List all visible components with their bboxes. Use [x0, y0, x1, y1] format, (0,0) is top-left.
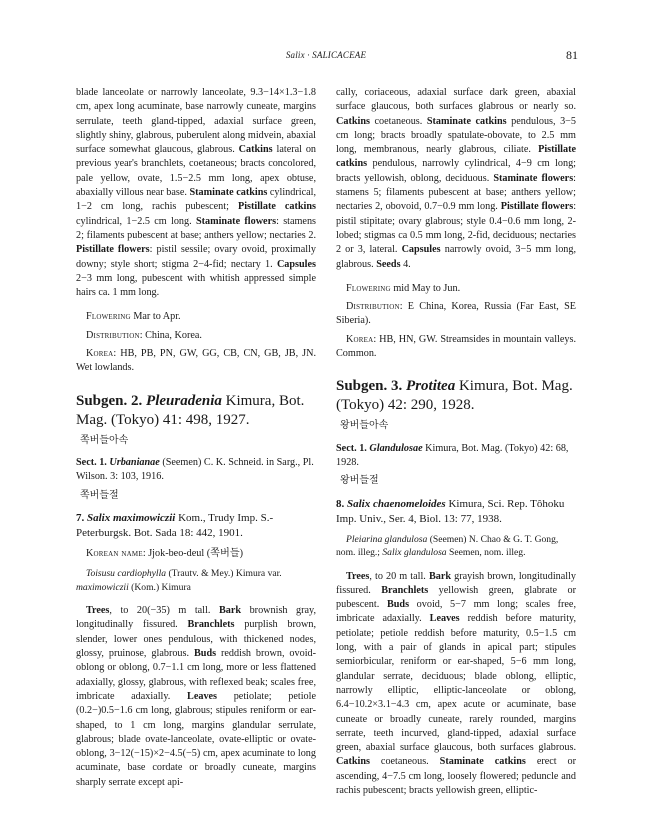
- right-column: [336, 86, 576, 802]
- flowering-line: Flowering Mar to Apr.: [86, 311, 181, 323]
- distribution-line: Distribution: E China, Korea, Russia (Far East, SE Siberia).: [336, 301, 576, 327]
- section-korean-name: 왕버들절: [340, 475, 379, 487]
- term-catkins: Catkins: [238, 144, 273, 156]
- text: cylindrical, 1−2.5 cm long.: [76, 215, 192, 227]
- text: 2−3 mm long, pubescent with whitish appressed simple hairs ca. 1 mm long.: [76, 272, 316, 299]
- subgenus-heading: Subgen. 3. Protitea Kimura, Bot. Mag. (Tokyo) 42: 290, 1928.: [336, 378, 573, 414]
- korea-line: Korea: HB, HN, GW. Streamsides in mountain valleys. Common.: [336, 333, 576, 360]
- page-number: 81: [566, 48, 578, 62]
- section-korean-name: 쪽버들절: [80, 489, 119, 501]
- text: : stamens 2; filaments pubescent at base; anthers yellow; nectaries 2.: [76, 215, 317, 241]
- section-heading: Sect. 1. Glandulosae Kimura, Bot. Mag. (Tokyo) 42: 68, 1928.: [336, 442, 569, 468]
- species-heading: 7. Salix maximowiczii Kom., Trudy Imp. S.-Peterburgsk. Bot. Sada 18: 442, 1901.: [76, 511, 274, 539]
- term-staminate-catkins: Staminate catkins: [189, 187, 268, 199]
- species-description: Trees, to 20 m tall. Bark grayish brown, longitudinally fissured. Branchlets yellowish green, glabrate or pubescent. Buds ovoid, 5−7 mm long; scales free, imbricate adaxially. Leaves reddish before maturity, petiolate; petiole reddish before maturity, 0.5−1.5 cm long, with a pair of glands in apical part; stipules semiorbicular, reniform or ear-shaped, 5−6 mm long, glandular serrate, deciduous; blade oblong, elliptic, narrowly elliptic, elliptic-lanceolate or oblong, 6.4−10.2×3.1−4.3 cm, apex acute or acuminate, base cuneate or broadly cuneate, rarely rounded, margins serrate, teeth incurved, gland-tipped, adaxial surface green, abaxial surface glaucous, both surfaces glabrous. Catkins coetaneous. Staminate catkins erect or ascending, 4−7.5 cm long, loosely flowered; peduncle and rachis pubescent; bracts yellowish green, elliptic-: [336, 570, 577, 796]
- subgenus-korean-name: 왕버들아속: [340, 420, 389, 432]
- term-staminate-flowers: Staminate flowers: [195, 215, 277, 227]
- description-continued: cally, coriaceous, adaxial surface dark green, abaxial surface glaucous, both surfaces glabrous or nearly so. Catkins coetaneous. Staminate catkins pendulous, 3−5 cm long; bracts broadly spatulate-obovate, to 2.5 mm long, membranous, nearly glabrous, ciliate. Pistillate catkins pendulous, narrowly cylindrical, 4−9 cm long; bracts yellowish, oblong, deciduous. Staminate flowers: stamens 5; filaments pubescent at base; anthers yellow; nectaries 2, obovoid, 0.7−0.9 mm long. Pistillate flowers: pistil stipitate; ovary glabrous; style 0.4−0.6 mm long, 2-lobed; stigmas ca 0.5 mm long, 2-fid, deciduous; nectaries 2 or 3, lateral. Capsules narrowly ovoid, 3−5 mm long, glabrous. Seeds 4.: [336, 87, 577, 270]
- text: lateral on previous year's branchlets, coetaneous; bracts concolored, pale yellow, ovate, 1.5−2.5 mm long, apex obtuse, abaxially villous near base.: [76, 144, 317, 199]
- species-heading: 8. Salix chaenomeloides Kimura, Sci. Rep. Tôhoku Imp. Univ., Ser. 4, Biol. 13: 77, 1938.: [336, 497, 565, 525]
- synonym-line: Toisusu cardiophylla (Trautv. & Mey.) Kimura var. maximowiczii (Kom.) Kimura: [76, 568, 282, 593]
- text: cylindrical, 1−2 cm long, rachis pubescent;: [76, 187, 317, 213]
- section-heading: Sect. 1. Urbanianae (Seemen) C. K. Schneid. in Sarg., Pl. Wilson. 3: 103, 1916.: [76, 456, 314, 483]
- species-description: Trees, to 20(−35) m tall. Bark brownish gray, longitudinally fissured. Branchlets purplish brown, slender, lower ones pendulous, with thickened nodes, glossy, pruinose, glabrous. Buds reddish brown, ovoid-oblong or oblong, 0.7−1.1 cm long, more or less flattened adaxially, glossy, glabrous, with reflexed beak; scales free, imbricate adaxially. Leaves petiolate; petiole (0.2−)0.5−1.6 cm long, glabrous; stipules reniform or ear-shaped, to 1 cm long, margins glandular serrulate, glabrous; blade ovate-lanceolate, ovate-elliptic or ovate-oblong, 3−12(−15)×2−4.5(−5) cm, apex acuminate to long acuminate, base cordate or broadly cuneate, margins sharply serrate except api-: [76, 605, 317, 788]
- subgenus-heading: Subgen. 2. Pleuradenia Kimura, Bot. Mag. (Tokyo) 41: 498, 1927.: [76, 392, 305, 428]
- text: blade lanceolate or narrowly lanceolate, 9.3−14×1.3−1.8 cm, apex long acuminate, base narrowly cuneate, margins serrulate, teeth gland-tipped, adaxial surface green, slightly shiny, glabrous, puberulent along midvein, abaxial surface somewhat glaucous, glabrous.: [76, 87, 316, 156]
- left-column: [76, 86, 316, 794]
- text: : pistil sessile; ovary ovoid, proximally downy; style short; stigma 2−4-fid; nectary 1.: [76, 244, 317, 270]
- running-title: Salix · SALICACEAE: [285, 50, 367, 60]
- distribution-line: Distribution: China, Korea.: [86, 329, 202, 341]
- flowering-line: Flowering mid May to Jun.: [346, 282, 461, 294]
- korea-line: Korea: HB, PB, PN, GW, GG, CB, CN, GB, JB, JN. Wet lowlands.: [76, 348, 316, 374]
- term-pistillate-flowers: Pistillate flowers: [76, 244, 150, 256]
- term-capsules: Capsules: [276, 258, 317, 270]
- subgenus-korean-name: 쪽버들아속: [80, 434, 129, 446]
- description-continued: [76, 86, 316, 300]
- korean-name-line: Korean name: Jjok-beo-deul (쪽버들): [86, 547, 244, 559]
- term-pistillate-catkins: Pistillate catkins: [237, 201, 317, 213]
- synonym-line: Pleiarina glandulosa (Seemen) N. Chao & G. T. Gong, nom. illeg.; Salix glandulosa Seemen, nom. illeg.: [336, 533, 559, 559]
